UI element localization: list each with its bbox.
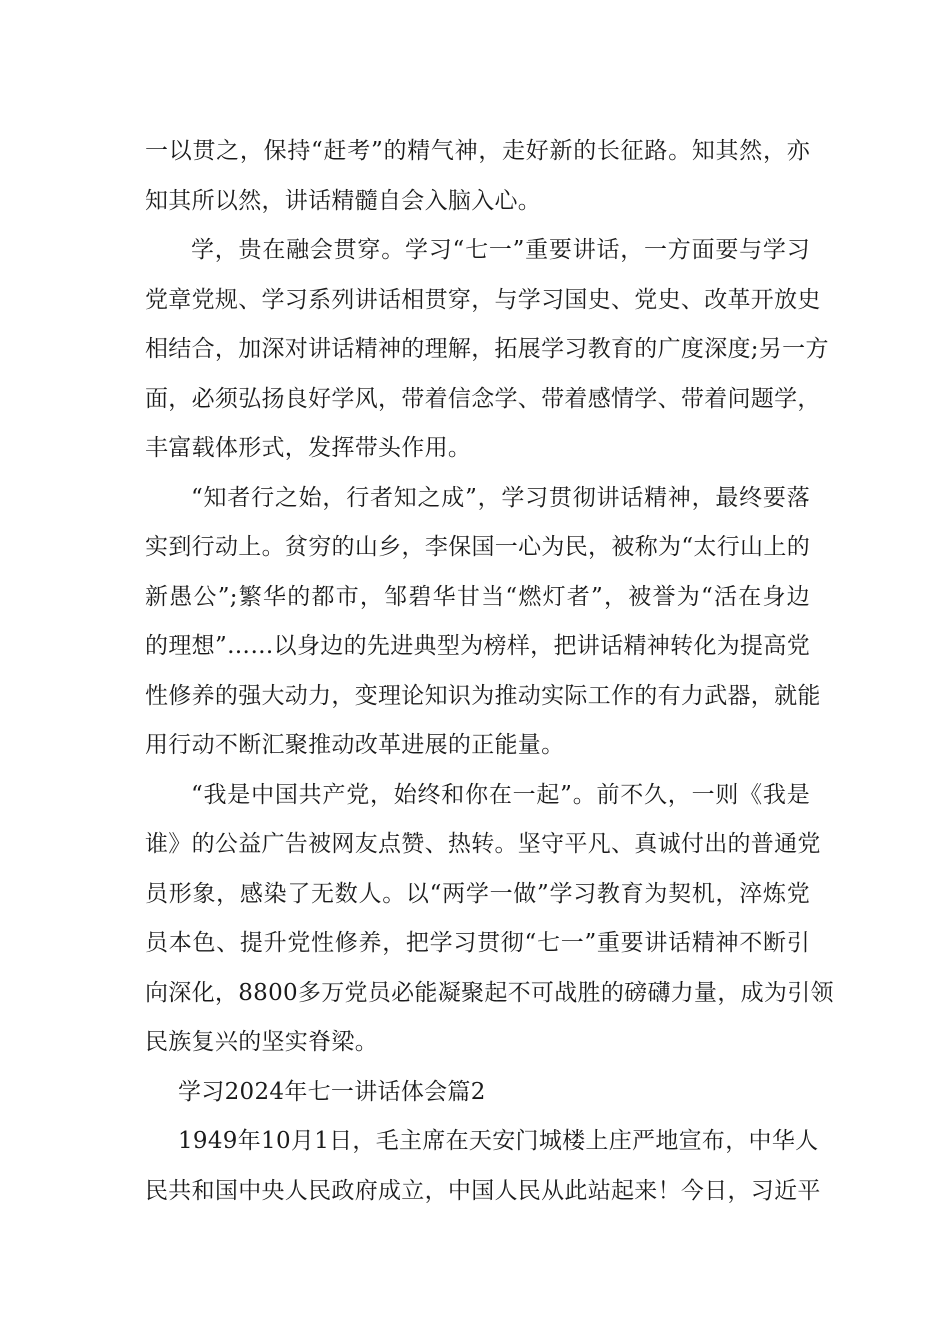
text-line: “知者行之始，行者知之成”，学习贯彻讲话精神，最终要落 — [191, 484, 810, 511]
paragraph-practice — [145, 474, 821, 771]
document-page — [145, 127, 834, 1216]
text-line: 相结合，加深对讲话精神的理解，拓展学习教育的广度深度;另一方 — [145, 336, 829, 362]
heading-text: 学习2024年七一讲话体会篇2 — [178, 1078, 486, 1105]
text-line: 党章党规、学习系列讲话相贯穿，与学习国史、党史、改革开放史 — [145, 286, 821, 313]
text-line: 新愚公”;繁华的都市，邹碧华甘当“燃灯者”，被誉为“活在身边 — [145, 583, 810, 610]
text-line: 面，必须弘扬良好学风，带着信念学、带着感情学、带着问题学， — [145, 385, 821, 412]
text-line: 实到行动上。贫穷的山乡，李保国一心为民，被称为“太行山上的 — [145, 534, 810, 560]
text-line: 民族复兴的坚实脊梁。 — [145, 1029, 378, 1055]
text-line: 员本色、提升党性修养，把学习贯彻“七一”重要讲话精神不断引 — [145, 930, 810, 956]
text-line: 用行动不断汇聚推动改革进展的正能量。 — [145, 732, 565, 758]
text-line: 一以贯之，保持“赶考”的精气神，走好新的长征路。知其然，亦 — [145, 138, 810, 164]
text-line: “我是中国共产党，始终和你在一起”。前不久，一则《我是 — [191, 781, 810, 808]
text-line: 员形象，感染了无数人。以“两学一做”学习教育为契机，淬炼党 — [145, 880, 810, 907]
paragraph-continuation — [145, 127, 810, 226]
text-line: 民共和国中央人民政府成立，中国人民从此站起来！今日，习近平 — [145, 1177, 821, 1204]
text-line: 学，贵在融会贯穿。学习“七一”重要讲话，一方面要与学习 — [191, 237, 810, 263]
text-line: 知其所以然，讲话精髓自会入脑入心。 — [145, 187, 542, 214]
paragraph-party-members — [145, 771, 834, 1068]
text-line: 的理想”……以身边的先进典型为榜样，把讲话精神转化为提高党 — [145, 633, 810, 659]
paragraph-study — [145, 226, 829, 474]
text-line: 丰富载体形式，发挥带头作用。 — [145, 435, 472, 461]
text-line: 1949年10月1日，毛主席在天安门城楼上庄严地宣布，中华人 — [178, 1128, 819, 1154]
text-line: 谁》的公益广告被网友点赞、热转。坚守平凡、真诚付出的普通党 — [145, 831, 821, 857]
section-heading — [145, 1068, 810, 1118]
paragraph-founding — [145, 1117, 821, 1216]
text-line: 性修养的强大动力，变理论知识为推动实际工作的有力武器，就能 — [145, 682, 821, 709]
text-line: 向深化，8800多万党员必能凝聚起不可战胜的磅礴力量，成为引领 — [145, 979, 834, 1006]
